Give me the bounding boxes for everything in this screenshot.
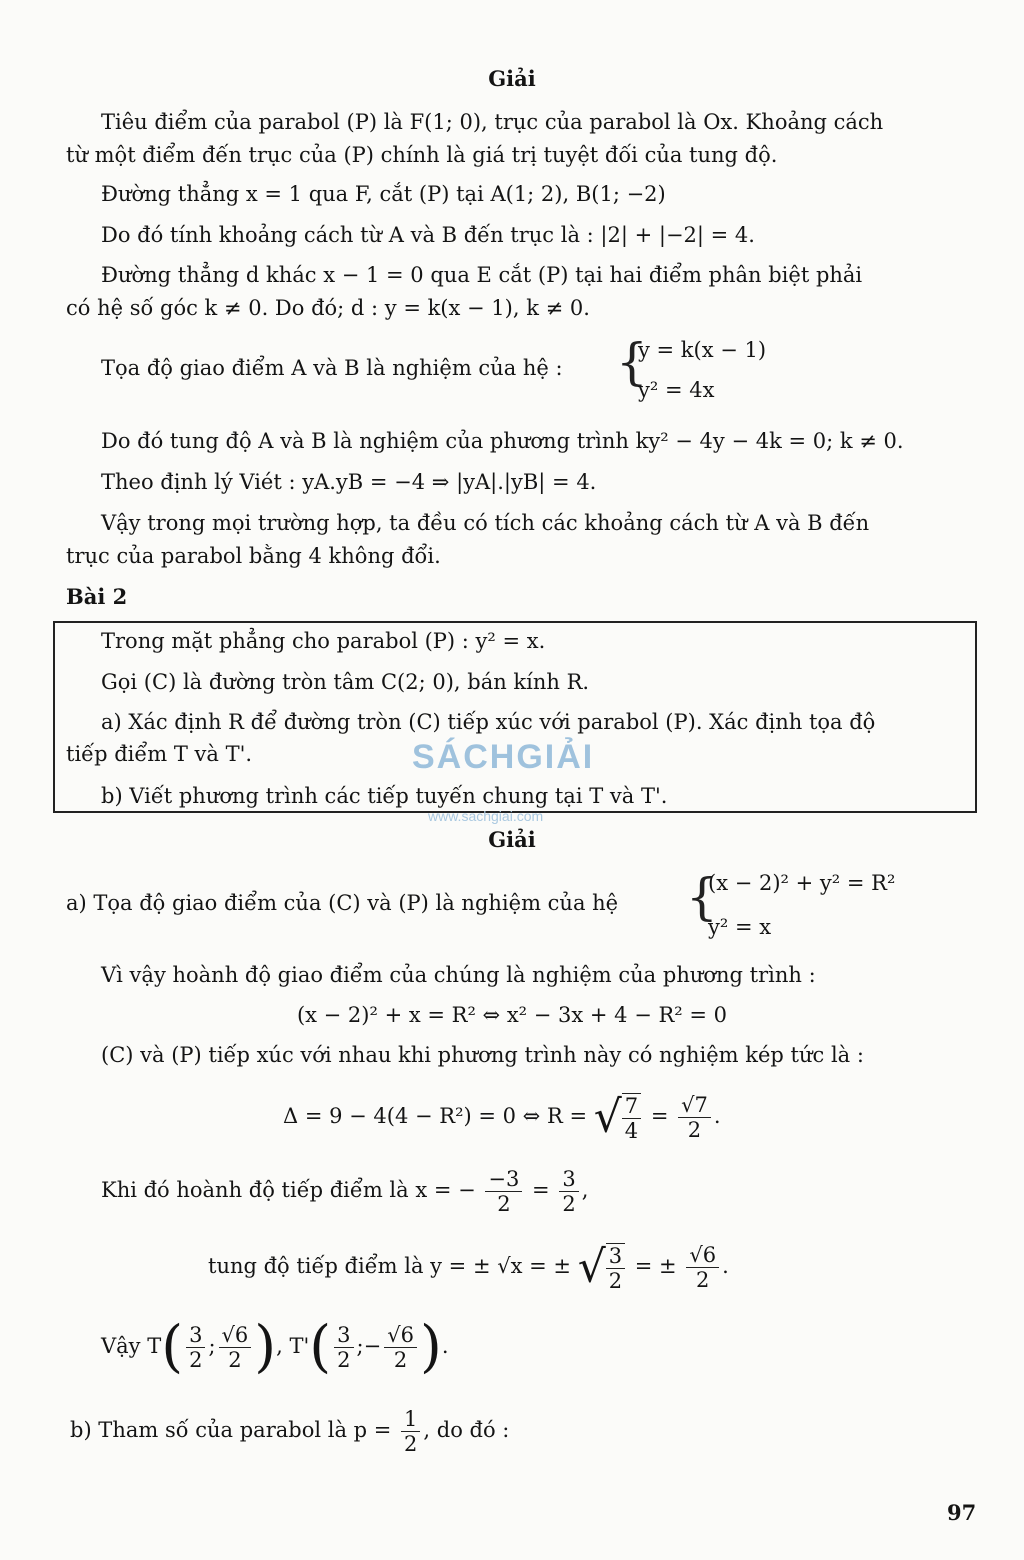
yt-prefix: tung độ tiếp điểm là y = ± √x = ± xyxy=(208,1254,571,1278)
fraction: $\frac{3}{2}$ xyxy=(559,1167,578,1216)
tangent-points: Vậy T( $\frac{3}{2}$ ; $\frac{√6}{2}$ ), T'( $\frac{3}{2}$ ;− $\frac{√6}{2}$ ). xyxy=(101,1314,449,1380)
paragraph-line: Vì vậy hoành độ giao điểm của chúng là nghiệm của phương trình : xyxy=(101,963,816,987)
x-tangent-equation: Khi đó hoành độ tiếp điểm là x = − $\frac{-3}{2}$ = $\frac{3}{2}$ , xyxy=(101,1167,589,1216)
system-equation: y = k(x − 1) xyxy=(638,338,767,362)
paragraph-line: có hệ số góc k ≠ 0. Do đó; d : y = k(x − 1), k ≠ 0. xyxy=(66,296,590,320)
paragraph-line: Do đó tung độ A và B là nghiệm của phương trình ky² − 4y − 4k = 0; k ≠ 0. xyxy=(101,429,904,453)
brace: { xyxy=(616,333,648,391)
exercise-line: tiếp điểm T và T'. xyxy=(66,742,253,766)
delta-prefix: Δ = 9 − 4(4 − R²) = 0 ⇔ R = xyxy=(283,1104,588,1128)
paragraph-line: (C) và (P) tiếp xúc với nhau khi phương trình này có nghiệm kép tức là : xyxy=(101,1043,864,1067)
result-fraction: $\frac{√7}{2}$ xyxy=(678,1093,711,1142)
paragraph-line: Theo định lý Viét : yA.yB = −4 ⇒ |yA|.|yB| = 4. xyxy=(101,470,597,494)
paragraph-line: Vậy trong mọi trường hợp, ta đều có tích các khoảng cách từ A và B đến xyxy=(101,511,870,535)
system-equation: y² = 4x xyxy=(638,378,715,402)
equation-line: (x − 2)² + x = R² ⇔ x² − 3x + 4 − R² = 0 xyxy=(296,1003,728,1027)
xt-prefix: Khi đó hoành độ tiếp điểm là x = − xyxy=(101,1178,476,1202)
system-equation: (x − 2)² + y² = R² xyxy=(708,871,896,895)
exercise-line: Trong mặt phẳng cho parabol (P) : y² = x. xyxy=(101,629,546,653)
page-number: 97 xyxy=(947,1500,977,1525)
exercise-line: Gọi (C) là đường tròn tâm C(2; 0), bán kính R. xyxy=(101,670,590,694)
fraction: $\frac{√6}{2}$ xyxy=(686,1243,719,1292)
solution-heading: Giải xyxy=(488,66,536,91)
system-equation: y² = x xyxy=(708,915,772,939)
fraction: $\frac{-3}{2}$ xyxy=(485,1167,522,1216)
watermark-url: www.sachgiai.com xyxy=(428,808,544,824)
sqrt-sign: √ xyxy=(577,1241,606,1293)
parameter-line: b) Tham số của parabol là p = $\frac{1}{2}$ , do đó : xyxy=(70,1407,510,1456)
paragraph-line: Do đó tính khoảng cách từ A và B đến trục là : |2| + |−2| = 4. xyxy=(101,223,755,247)
watermark-logo: SÁCHGIẢI xyxy=(412,738,595,776)
paragraph-line: Đường thẳng d khác x − 1 = 0 qua E cắt (P) tại hai điểm phân biệt phải xyxy=(101,263,863,287)
sqrt-sign: √ xyxy=(593,1091,622,1143)
exercise-line: b) Viết phương trình các tiếp tuyến chung tại T và T'. xyxy=(101,784,668,808)
system-label: Tọa độ giao điểm A và B là nghiệm của hệ : xyxy=(101,356,563,380)
solution-heading: Giải xyxy=(488,827,536,852)
exercise-line: a) Xác định R để đường tròn (C) tiếp xúc với parabol (P). Xác định tọa độ xyxy=(101,710,876,734)
exercise-title: Bài 2 xyxy=(66,584,128,609)
b-prefix: b) Tham số của parabol là p = xyxy=(70,1418,392,1442)
b-suffix: , do đó : xyxy=(423,1418,510,1442)
tprime-label: , T' xyxy=(276,1334,310,1358)
paragraph-line: Đường thẳng x = 1 qua F, cắt (P) tại A(1; 2), B(1; −2) xyxy=(101,182,666,206)
sqrt-fraction: $\frac{7}{4}$ xyxy=(622,1093,641,1143)
fraction: $\frac{3}{2}$ xyxy=(606,1243,625,1293)
delta-equation: Δ = 9 − 4(4 − R²) = 0 ⇔ R = √ $\frac{7}{4}$ = $\frac{√7}{2}$ . xyxy=(283,1091,721,1143)
system-label: a) Tọa độ giao điểm của (C) và (P) là nghiệm của hệ xyxy=(66,891,619,915)
paragraph-line: Tiêu điểm của parabol (P) là F(1; 0), trục của parabol là Ox. Khoảng cách xyxy=(101,110,884,134)
paragraph-line: trục của parabol bằng 4 không đổi. xyxy=(66,544,441,568)
vay-prefix: Vậy T xyxy=(101,1334,162,1358)
paragraph-line: từ một điểm đến trục của (P) chính là giá trị tuyệt đối của tung độ. xyxy=(66,143,778,167)
brace: { xyxy=(686,868,718,926)
y-tangent-equation: tung độ tiếp điểm là y = ± √x = ± √ $\frac{3}{2}$ = ± $\frac{√6}{2}$ . xyxy=(208,1241,729,1293)
